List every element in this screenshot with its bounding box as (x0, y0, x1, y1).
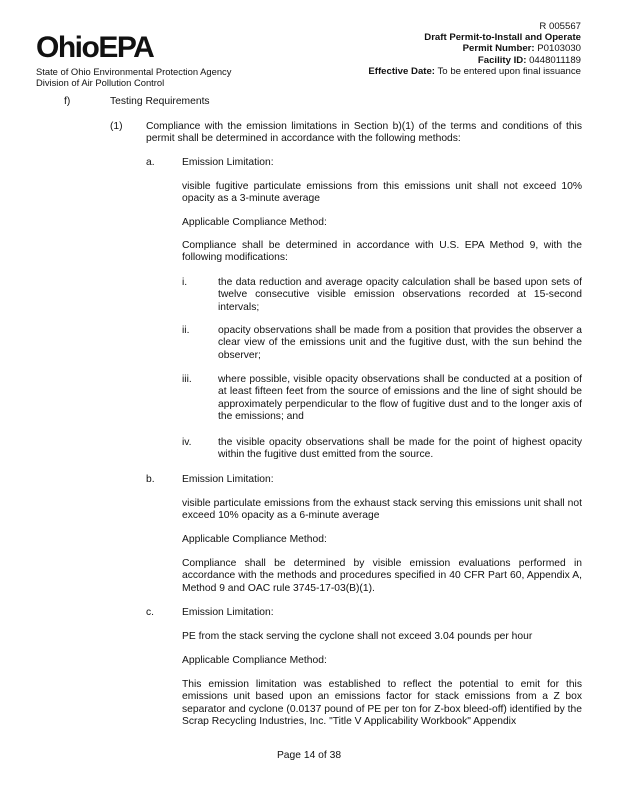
item-a-method-text: Compliance shall be determined in accordance with U.S. EPA Method 9, with the following modifications: (182, 240, 582, 264)
permit-number-label: Permit Number: (462, 43, 535, 55)
mod-i-text: the data reduction and average opacity calculation shall be based upon sets of twelve consecutive visible emission observations recorded at 15-second intervals; (218, 277, 582, 313)
item-b-method-text: Compliance shall be determined by visible emission evaluations performed in accordance with the methods and procedures specified in 40 CFR Part 60, Appendix A, Method 9 and OAC rule 3745-17-03(B)(1). (182, 558, 582, 594)
item-c-method-heading: Applicable Compliance Method: (182, 655, 327, 666)
item-c-heading: Emission Limitation: (182, 607, 274, 618)
item-1-label: (1) (110, 121, 123, 132)
item-c-method-text: This emission limitation was established to reflect the potential to emit for this emissions unit based upon an emissions factor for stack emissions from a Z box separator and cyclone (0.0137 pound of PE per ton for Z-box bleed-off) identified by the Scrap Recycling Industries, Inc. "Title V Applicability Workbook" Appendix (182, 679, 582, 727)
item-a-label: a. (146, 157, 155, 168)
item-1-text: Compliance with the emission limitations in Section b)(1) of the terms and conditions of this permit shall be determined in accordance with the following methods: (146, 121, 582, 145)
agency-line1: State of Ohio Environmental Protection Agency (36, 66, 232, 77)
item-c-label: c. (146, 607, 155, 618)
effective-date: To be entered upon final issuance (437, 65, 581, 77)
item-a-limitation: visible fugitive particulate emissions from this emissions unit shall not exceed 10% opacity as a 3-minute average (182, 181, 582, 205)
reference-number: R 005567 (539, 21, 581, 32)
mod-i-label: i. (182, 277, 188, 288)
item-b-heading: Emission Limitation: (182, 474, 274, 485)
mod-iv-text: the visible opacity observations shall be made for the point of highest opacity within the fugitive dust emitted from the source. (218, 437, 582, 461)
page-number: Page 14 of 38 (276, 750, 342, 761)
mod-iv-label: iv. (182, 437, 192, 448)
item-b-method-heading: Applicable Compliance Method: (182, 534, 327, 545)
mod-iii-text: where possible, visible opacity observations shall be conducted at a position of at least fifteen feet from the source of emissions and the line of sight should be approximately perpendicular to the flow of fugitive dust and to the longer axis of the emissions; and (218, 374, 582, 422)
facility-id-label: Facility ID: (477, 54, 527, 66)
section-label: f) (64, 96, 71, 107)
permit-header (368, 21, 581, 77)
item-b-label: b. (146, 474, 155, 485)
ohio-epa-logo: OhioEPA (36, 31, 154, 64)
item-c-limitation: PE from the stack serving the cyclone shall not exceed 3.04 pounds per hour (182, 631, 533, 642)
mod-ii-text: opacity observations shall be made from a position that provides the observer a clear view of the emissions unit and the fugitive dust, with the sun behind the observer; (218, 325, 582, 361)
agency-name (36, 66, 231, 88)
document-title: Draft Permit-to-Install and Operate (424, 32, 581, 44)
effective-date-label: Effective Date: (368, 65, 436, 77)
item-a-method-heading: Applicable Compliance Method: (182, 217, 327, 228)
mod-iii-label: iii. (182, 374, 192, 385)
item-b-limitation: visible particulate emissions from the exhaust stack serving this emissions unit shall not exceed 10% opacity as a 6-minute average (182, 498, 582, 522)
permit-number: P0103030 (537, 43, 581, 55)
item-a-heading: Emission Limitation: (182, 157, 274, 168)
agency-line2: Division of Air Pollution Control (36, 77, 165, 88)
mod-ii-label: ii. (182, 325, 190, 336)
facility-id: 0448011189 (529, 54, 581, 66)
section-title: Testing Requirements (110, 96, 210, 107)
